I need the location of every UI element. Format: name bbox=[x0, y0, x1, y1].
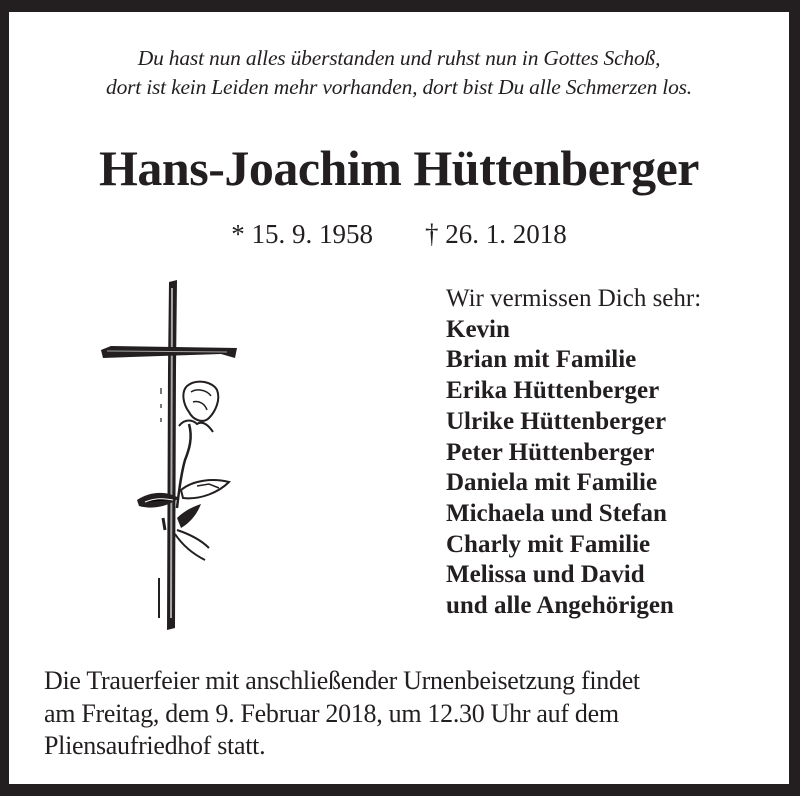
mourner-name: Melissa und David bbox=[446, 561, 645, 589]
death-date: † 26. 1. 2018 bbox=[425, 219, 567, 249]
mourner-name: Daniela mit Familie bbox=[446, 469, 658, 497]
obituary-card bbox=[9, 12, 789, 784]
mourner-name: Brian mit Familie bbox=[446, 346, 637, 374]
cross-with-rose-icon bbox=[97, 278, 237, 638]
funeral-notice bbox=[44, 665, 764, 763]
notice-line: am Freitag, dem 9. Februar 2018, um 12.30 Uhr auf dem bbox=[44, 698, 619, 728]
notice-line: Die Trauerfeier mit anschließender Urnenbeisetzung findet bbox=[44, 666, 640, 695]
mourners-intro: Wir vermissen Dich sehr: bbox=[446, 285, 702, 312]
mourner-name: Kevin bbox=[446, 315, 510, 343]
notice-line: Pliensaufriedhof statt. bbox=[44, 731, 266, 760]
mourner-name: Charly mit Familie bbox=[446, 530, 651, 558]
life-dates bbox=[9, 218, 789, 250]
mourner-name: Michaela und Stefan bbox=[446, 499, 667, 527]
mourners-list bbox=[446, 284, 701, 622]
birth-date: * 15. 9. 1958 bbox=[231, 219, 373, 249]
mourner-name: und alle Angehörigen bbox=[446, 592, 674, 620]
verse-line: Du hast nun alles überstanden und ruhst nun in Gottes Schoß, bbox=[137, 46, 661, 70]
verse bbox=[9, 44, 789, 102]
deceased-name: Hans-Joachim Hüttenberger bbox=[99, 140, 699, 196]
mourner-name: Ulrike Hüttenberger bbox=[446, 407, 667, 435]
verse-line: dort ist kein Leiden mehr vorhanden, dort bist Du alle Schmerzen los. bbox=[106, 75, 692, 99]
mourner-name: Erika Hüttenberger bbox=[446, 377, 660, 405]
mourner-name: Peter Hüttenberger bbox=[446, 438, 655, 466]
